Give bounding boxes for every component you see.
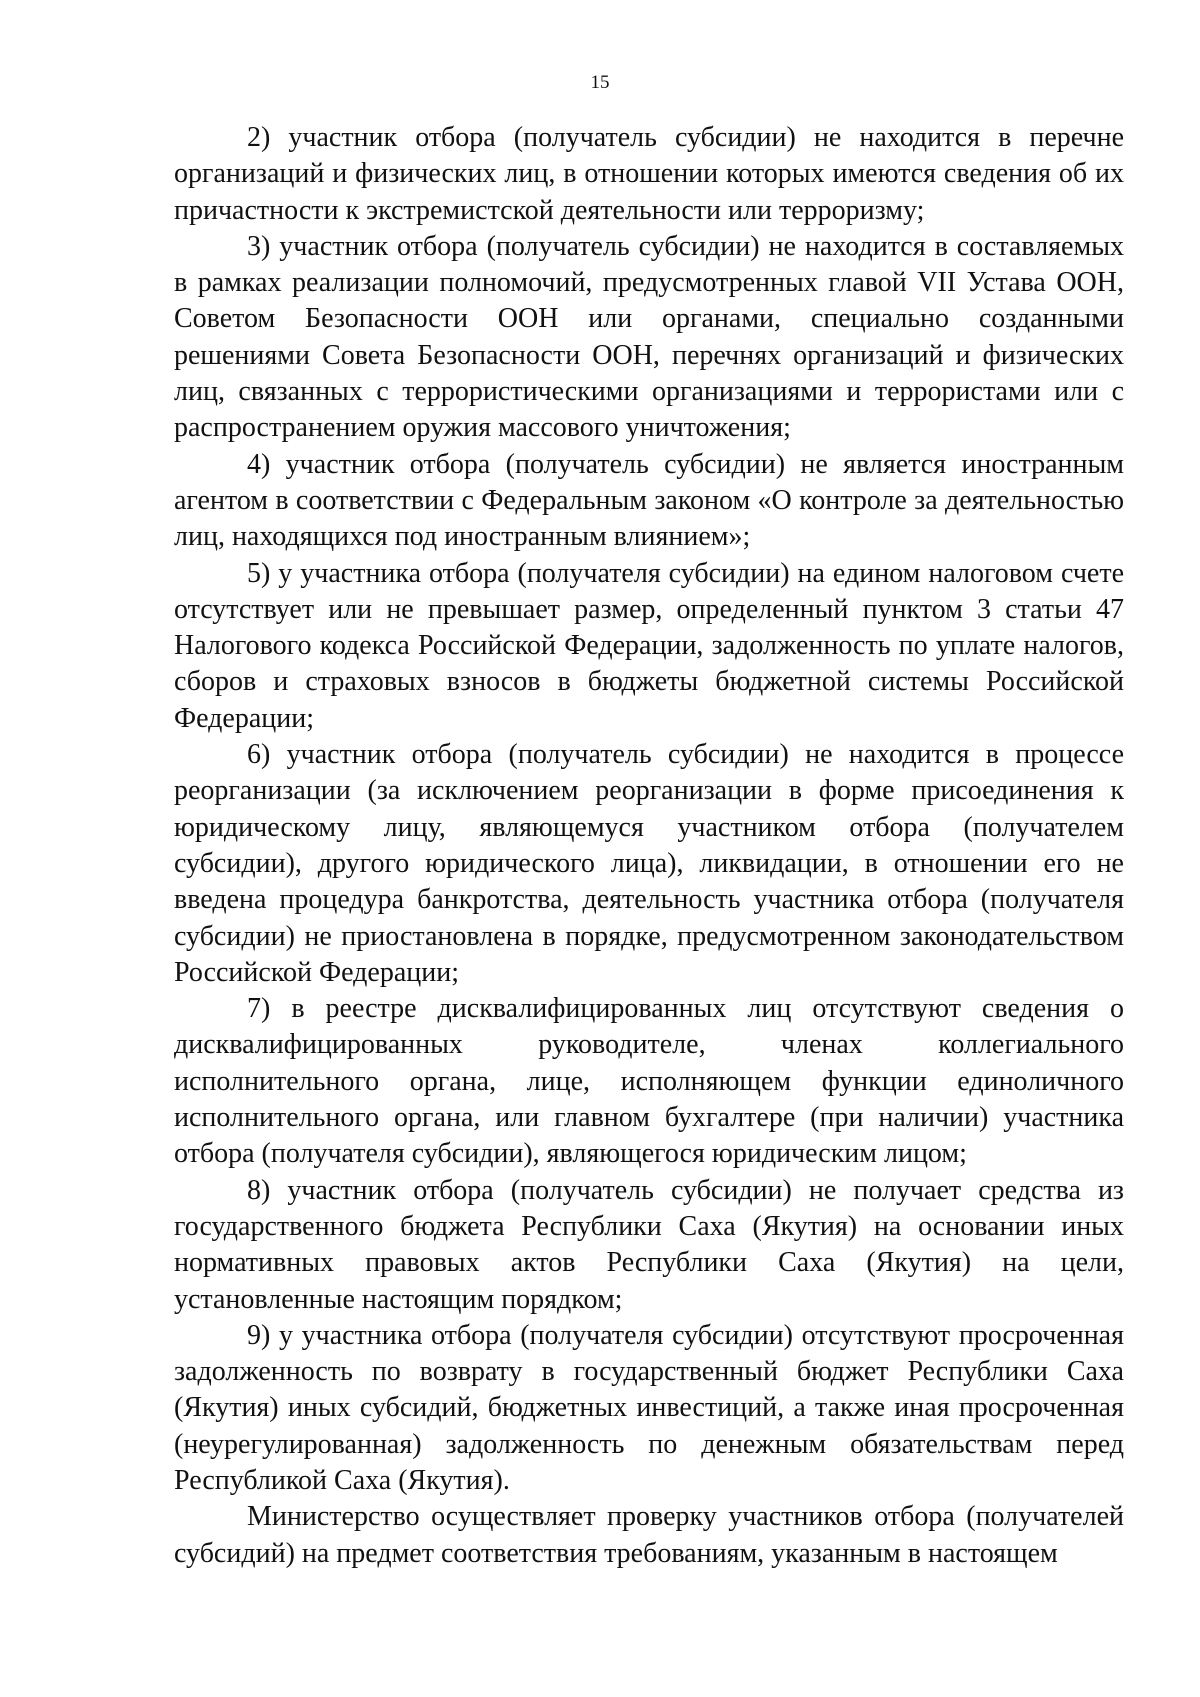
paragraph-ministry-check: Министерство осуществляет проверку участников отбора (получателей субсидий) на предмет соответствия требованиям, указанным в настоящем bbox=[174, 1501, 1124, 1569]
paragraph-item-6: 6) участник отбора (получатель субсидии) не находится в процессе реорганизации (за исключением реорганизации в форме присоединения к юридическому лицу, являющемуся участником отбора (получателем субсидии), другого юридического лица), ликвидации, в отношении его не введена процедура банкротства, деятельность участника отбора (получателя субсидии) не приостановлена в порядке, предусмотренном законодательством Российской Федерации; bbox=[174, 739, 1124, 988]
paragraph-item-3: 3) участник отбора (получатель субсидии) не находится в составляемых в рамках реализации полномочий, предусмотренных главой VII Устава ООН, Советом Безопасности ООН или органами, специально созданными решениями Совета Безопасности ООН, перечнях организаций и физических лиц, связанных с террористическими организациями и террористами или с распространением оружия массового уничтожения; bbox=[174, 230, 1124, 444]
page-number: 15 bbox=[590, 72, 610, 93]
paragraph-item-2: 2) участник отбора (получатель субсидии) не находится в перечне организаций и физических лиц, в отношении которых имеются сведения об их причастности к экстремистской деятельности или терроризму; bbox=[174, 122, 1124, 226]
paragraph-item-4: 4) участник отбора (получатель субсидии) не является иностранным агентом в соответствии с Федеральным законом «О контроле за деятельностью лиц, находящихся под иностранным влиянием»; bbox=[174, 448, 1124, 553]
paragraph-item-5: 5) у участника отбора (получателя субсидии) на едином налоговом счете отсутствует или не превышает размер, определенный пунктом 3 статьи 47 Налогового кодекса Российской Федерации, задолженность по уплате налогов, сборов и страховых взносов в бюджеты бюджетной системы Российской Федерации; bbox=[174, 557, 1124, 734]
paragraph-item-8: 8) участник отбора (получатель субсидии) не получает средства из государственного бюджета Республики Саха (Якутия) на основании иных нормативных правовых актов Республики Саха (Якутия) на цели, установленные настоящим порядком; bbox=[174, 1174, 1124, 1315]
document-body bbox=[174, 120, 1124, 1572]
paragraph-item-7: 7) в реестре дисквалифицированных лиц отсутствуют сведения о дисквалифицированных руководителе, членах коллегиального исполнительного органа, лице, исполняющем функции единоличного исполнительного органа, или главном бухгалтере (при наличии) участника отбора (получателя субсидии), являющегося юридическим лицом; bbox=[174, 993, 1124, 1170]
paragraph-item-9: 9) у участника отбора (получателя субсидии) отсутствуют просроченная задолженность по возврату в государственный бюджет Республики Саха (Якутия) иных субсидий, бюджетных инвестиций, а также иная просроченная (неурегулированная) задолженность по денежным обязательствам перед Республикой Саха (Якутия). bbox=[174, 1319, 1124, 1496]
